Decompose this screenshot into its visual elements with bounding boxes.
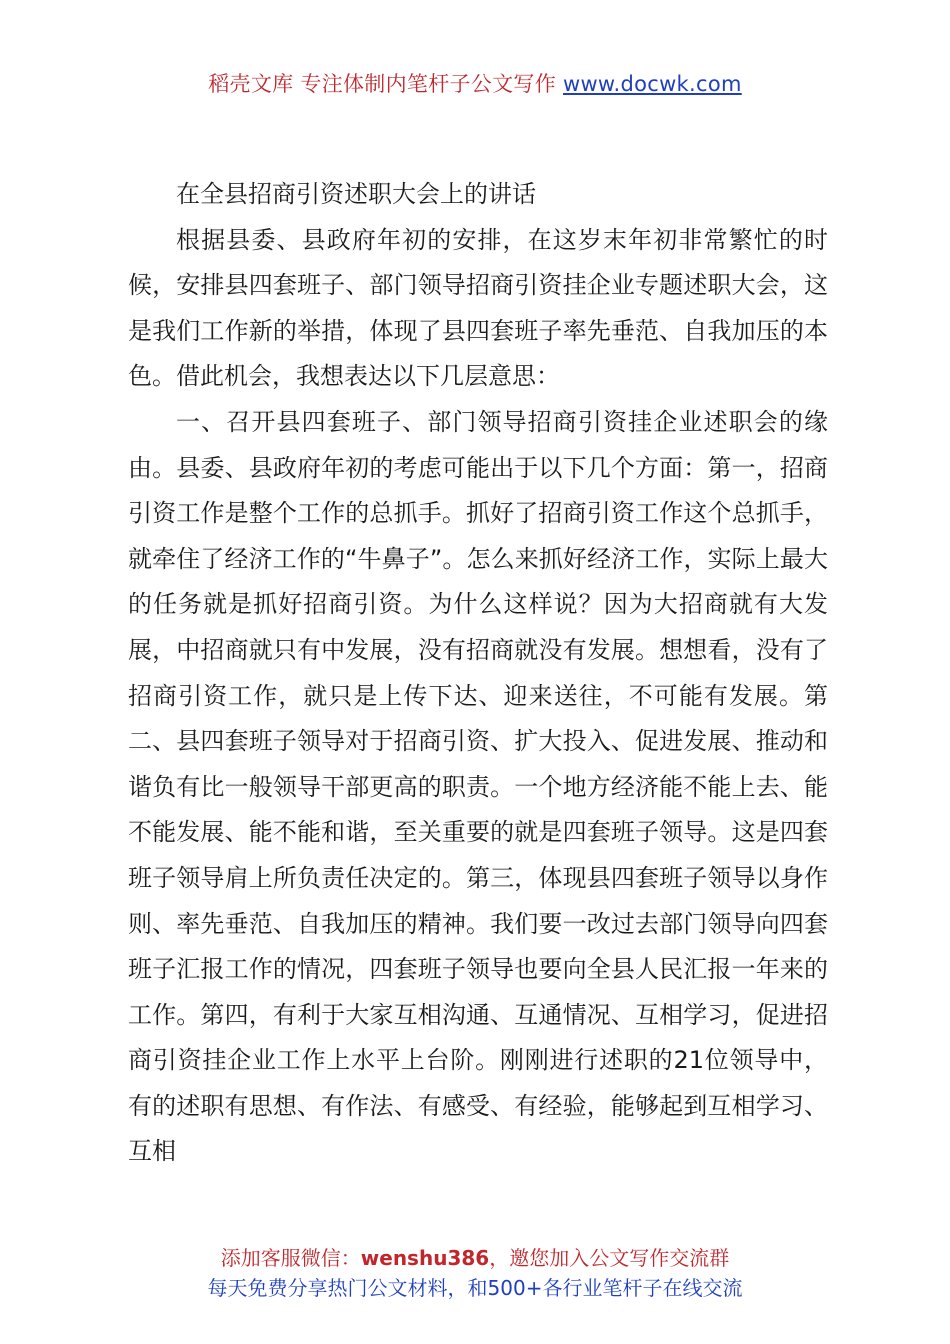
- header-banner: [0, 68, 950, 98]
- footer-line-2: 每天免费分享热门公文材料，和500+各行业笔杆子在线交流: [207, 1276, 743, 1300]
- header-text: 稻壳文库 专注体制内笔杆子公文写作: [208, 72, 563, 96]
- paragraph-2: 一、召开县四套班子、部门领导招商引资挂企业述职会的缘由。县委、县政府年初的考虑可能出于以下几个方面：第一，招商引资工作是整个工作的总抓手。抓好了招商引资工作这个总抓手，就牵住了经济工作的“牛鼻子”。怎么来抓好经济工作，实际上最大的任务就是抓好招商引资。为什么这样说？因为大招商就有大发展，中招商就只有中发展，没有招商就没有发展。想想看，没有了招商引资工作，就只是上传下达、迎来送往，不可能有发展。第二、县四套班子领导对于招商引资、扩大投入、促进发展、推动和谐负有比一般领导干部更高的职责。一个地方经济能不能上去、能不能发展、能不能和谐，至关重要的就是四套班子领导。这是四套班子领导肩上所负责任决定的。第三，体现县四套班子领导以身作则、率先垂范、自我加压的精神。我们要一改过去部门领导向四套班子汇报工作的情况，四套班子领导也要向全县人民汇报一年来的工作。第四，有利于大家互相沟通、互通情况、互相学习，促进招商引资挂企业工作上水平上台阶。刚刚进行述职的21位领导中，有的述职有思想、有作法、有感受、有经验，能够起到互相学习、互相: [128, 407, 828, 1166]
- footer-prefix: 添加客服微信：: [220, 1246, 361, 1270]
- document-body: [128, 172, 828, 1175]
- footer-wechat-id: wenshu386: [360, 1246, 490, 1270]
- header-link[interactable]: www.docwk.com: [562, 72, 742, 96]
- document-title: 在全县招商引资述职大会上的讲话: [176, 180, 536, 208]
- footer-suffix: ，邀您加入公文写作交流群: [489, 1246, 730, 1270]
- footer-line-1: [0, 1242, 950, 1271]
- paragraph-1: 根据县委、县政府年初的安排，在这岁末年初非常繁忙的时候，安排县四套班子、部门领导招商引资挂企业专题述职大会，这是我们工作新的举措，体现了县四套班子率先垂范、自我加压的本色。借此机会，我想表达以下几层意思：: [128, 225, 828, 391]
